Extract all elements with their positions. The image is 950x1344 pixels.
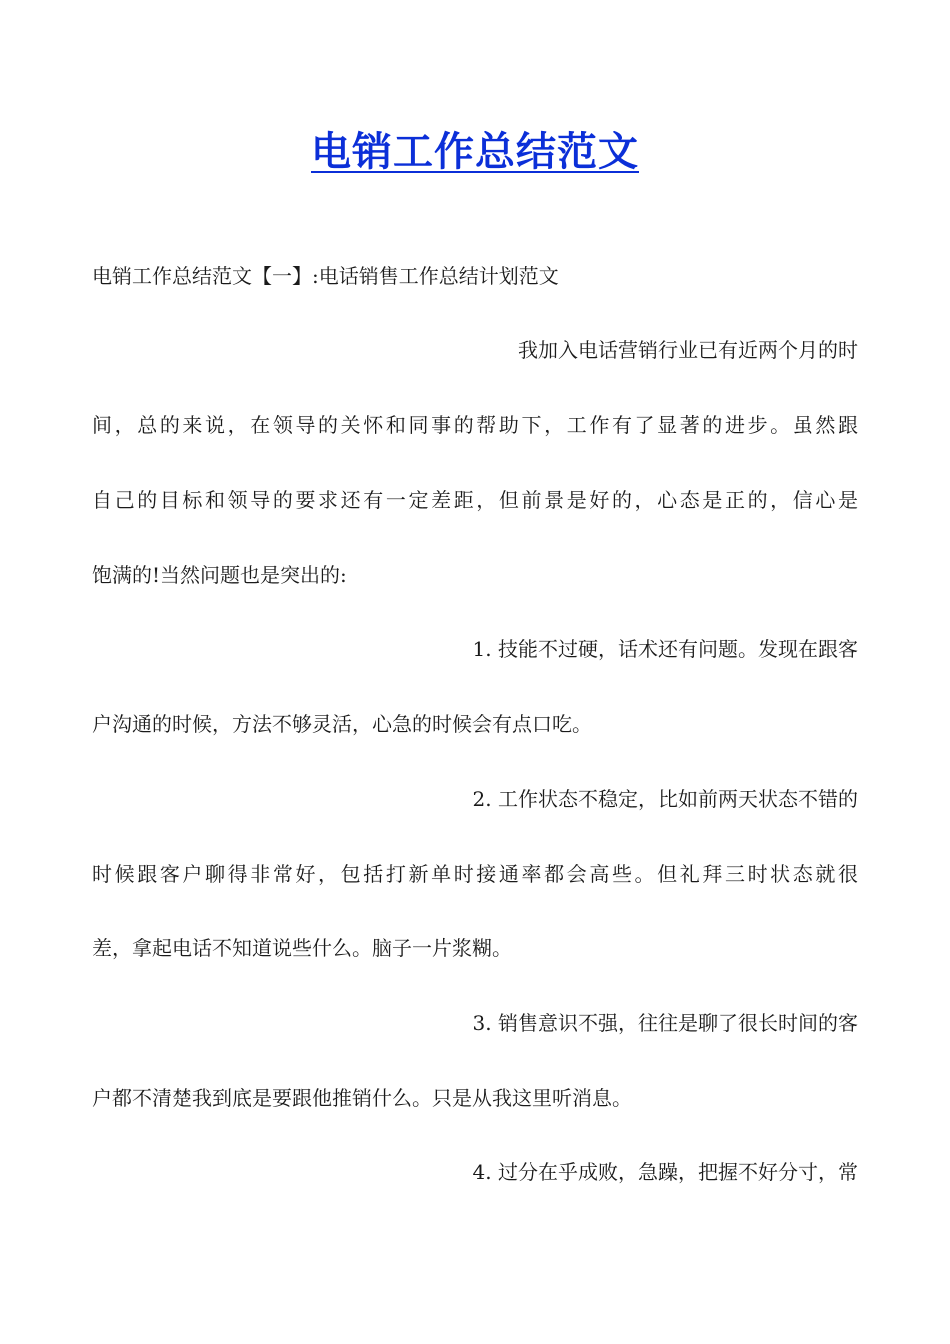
list-item-2: 2. 工作状态不稳定，比如前两天状态不错的 <box>472 787 858 811</box>
document-title[interactable]: 电销工作总结范文 <box>311 129 639 175</box>
paragraph-line: 间，总的来说，在领导的关怀和同事的帮助下，工作有了显著的进步。虽然跟 <box>92 413 858 437</box>
document-subtitle: 电销工作总结范文【一】:电话销售工作总结计划范文 <box>92 264 559 288</box>
paragraph-line: 饱满的!当然问题也是突出的: <box>92 563 347 587</box>
paragraph-line: 户沟通的时候，方法不够灵活，心急的时候会有点口吃。 <box>92 712 592 736</box>
list-item-4: 4. 过分在乎成败，急躁，把握不好分寸，常 <box>472 1160 858 1184</box>
paragraph-line: 时候跟客户聊得非常好，包括打新单时接通率都会高些。但礼拜三时状态就很 <box>92 862 858 886</box>
paragraph-line: 自己的目标和领导的要求还有一定差距，但前景是好的，心态是正的，信心是 <box>92 488 858 512</box>
list-item-1: 1. 技能不过硬，话术还有问题。发现在跟客 <box>472 637 858 661</box>
paragraph-line: 我加入电话营销行业已有近两个月的时 <box>518 338 858 362</box>
paragraph-line: 户都不清楚我到底是要跟他推销什么。只是从我这里听消息。 <box>92 1086 632 1110</box>
list-item-3: 3. 销售意识不强，往往是聊了很长时间的客 <box>472 1011 858 1035</box>
paragraph-line: 差，拿起电话不知道说些什么。脑子一片浆糊。 <box>92 936 512 960</box>
